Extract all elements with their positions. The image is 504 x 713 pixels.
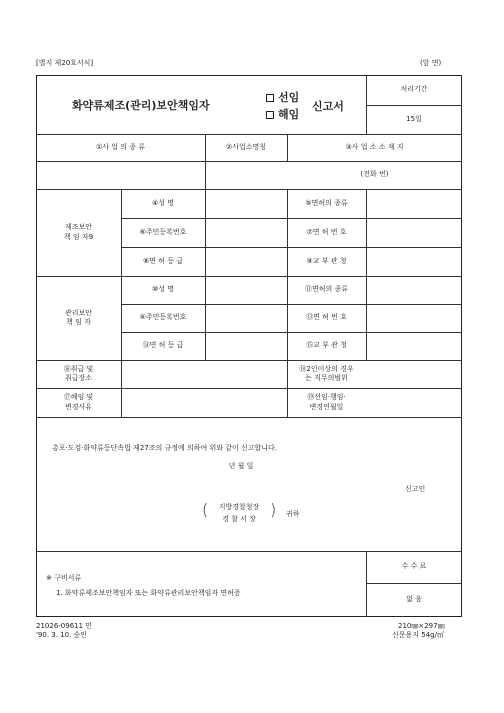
- recipient-open-paren: (: [202, 500, 209, 519]
- business-phone-label: (전화 번): [360, 170, 389, 179]
- option-dismiss: 해임: [266, 106, 299, 122]
- form-title-suffix: 신고서: [312, 100, 344, 113]
- rule: [366, 189, 367, 360]
- management-officer-id-label: ⑥주민등록번호: [139, 313, 187, 322]
- dismiss-checkbox[interactable]: [266, 111, 274, 119]
- management-officer-license-type-label: ⑪면허의 종류: [304, 285, 349, 294]
- footer-approval: '90. 3. 10. 승인: [36, 631, 88, 639]
- manufacture-officer-id-label: ⑥주민등록번호: [139, 227, 187, 236]
- rule: [36, 417, 462, 418]
- manufacture-officer-grade-label: ⑧면 허 등 급: [143, 256, 183, 265]
- management-officer-grade-label: ⑭면 허 등 급: [142, 341, 184, 350]
- processing-period-value: 15일: [406, 114, 422, 123]
- business-address-label: ③사 업 소 소 재 지: [345, 142, 404, 151]
- recipient-line1: 지방경찰청장: [218, 502, 260, 511]
- attachments-title: ※ 구비서류: [46, 574, 82, 582]
- declaration-statement: 총포·도검·화약류등단속법 제27조의 규정에 의하여 위와 같이 신고합니다.: [52, 444, 278, 452]
- business-name-label: ②사업소명칭: [225, 142, 267, 151]
- change-date-label: ⑲선임·행임· 변경연월일: [307, 393, 346, 411]
- recipient-close-paren: ): [270, 500, 277, 519]
- business-type-label: ①사 업 의 종 류: [96, 142, 145, 151]
- footer-paper-size: 210㎜×297㎜: [398, 622, 445, 630]
- management-officer-license-number-label: ⑬면 허 번 호: [306, 313, 347, 322]
- manufacture-officer-license-number-label: ⑦면 허 번 호: [306, 227, 347, 236]
- management-officer-name-label: ⑩성 명: [151, 285, 175, 294]
- rule: [205, 189, 206, 360]
- appoint-checkbox[interactable]: [266, 94, 274, 102]
- duty-scope-label: ⑱2인이상의 경우 는 직무의범위: [299, 364, 354, 382]
- dismissal-reason-label: ⑰해임 및 변경사유: [63, 393, 94, 411]
- fee-label: 수 수 료: [401, 562, 427, 571]
- attachment-item-1: 1. 화약류제조보안책임자 또는 화약류관리보안책임자 면허증: [56, 589, 241, 597]
- footer-code: 21026-09611 민: [36, 622, 93, 630]
- manufacture-officer-license-type-label: ⑤면허의 종류: [305, 198, 348, 207]
- footer-paper-type: 신문용지 54g/㎡: [392, 631, 444, 639]
- option-appoint: 선임: [266, 89, 299, 105]
- handling-place-label: ⑯취급 및 취급장소: [63, 364, 94, 382]
- declaration-date: 년 월 일: [228, 462, 254, 471]
- honorific: 귀하: [286, 510, 300, 518]
- fee-value: 없 음: [406, 595, 422, 604]
- management-officer-label: 관리보안 책 임 자: [64, 308, 93, 326]
- manufacture-officer-issuing-office-label: ⑨교 부 관 청: [306, 256, 347, 265]
- manufacture-officer-name-label: ④성 명: [151, 198, 175, 207]
- management-officer-issuing-office-label: ⑮교 부 관 청: [306, 341, 347, 350]
- form-title-main: 화약류제조(관리)보안책임자: [72, 99, 210, 112]
- recipient-line2: 경 찰 서 장: [222, 514, 256, 523]
- page-side: (앞 면): [420, 59, 442, 67]
- manufacture-officer-label: 제조보안 책 임 자9: [63, 223, 94, 241]
- processing-period-label: 처리기간: [400, 85, 428, 94]
- declarant-label: 신고인: [405, 485, 426, 493]
- form-number: [별지 제20호서식]: [36, 59, 94, 67]
